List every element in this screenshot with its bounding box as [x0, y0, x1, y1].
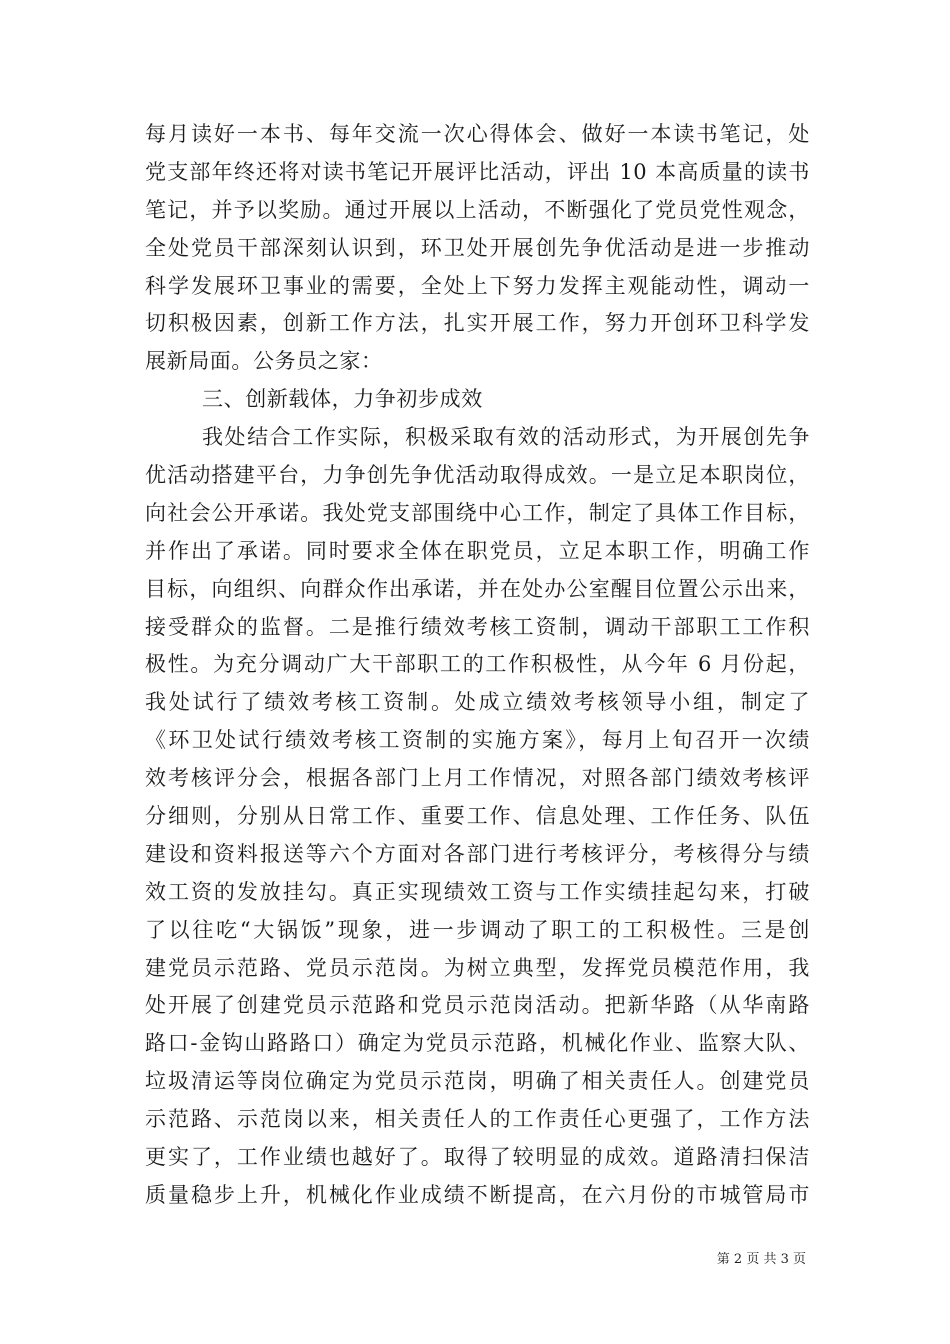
body-line: 我处结合工作实际，积极采取有效的活动形式，为开展创先争: [202, 425, 810, 450]
body-line: 示范路、示范岗以来，相关责任人的工作责任心更强了，工作方法: [145, 1107, 810, 1132]
body-line: 优活动搭建平台，力争创先争优活动取得成效。一是立足本职岗位，: [145, 463, 810, 488]
body-line: 《环卫处试行绩效考核工资制的实施方案》，每月上旬召开一次绩: [145, 728, 810, 753]
body-line: 目标，向组织、向群众作出承诺，并在处办公室醒目位置公示出来，: [145, 576, 810, 601]
body-line: 接受群众的监督。二是推行绩效考核工资制，调动干部职工工作积: [145, 614, 810, 639]
body-line: 效考核评分会，根据各部门上月工作情况，对照各部门绩效考核评: [145, 766, 810, 791]
body-line: 党支部年终还将对读书笔记开展评比活动，评出 10 本高质量的读书: [145, 159, 810, 184]
body-line: 垃圾清运等岗位确定为党员示范岗，明确了相关责任人。创建党员: [145, 1069, 810, 1094]
body-line: 建设和资料报送等六个方面对各部门进行考核评分，考核得分与绩: [145, 841, 810, 866]
body-line: 展新局面。公务员之家：: [145, 349, 383, 374]
document-body: [145, 116, 810, 1215]
body-line: 向社会公开承诺。我处党支部围绕中心工作，制定了具体工作目标，: [145, 500, 810, 525]
body-line: 笔记，并予以奖励。通过开展以上活动，不断强化了党员党性观念，: [145, 197, 810, 222]
body-line: 每月读好一本书、每年交流一次心得体会、做好一本读书笔记，处: [145, 122, 810, 146]
body-line: 分细则，分别从日常工作、重要工作、信息处理、工作任务、队伍: [145, 804, 810, 829]
body-line: 极性。为充分调动广大干部职工的工作积极性，从今年 6 月份起，: [145, 652, 810, 677]
body-line: 效工资的发放挂勾。真正实现绩效工资与工作实绩挂起勾来，打破: [145, 879, 810, 904]
body-line: 并作出了承诺。同时要求全体在职党员，立足本职工作，明确工作: [145, 538, 810, 563]
body-line: 路口-金钩山路路口）确定为党员示范路，机械化作业、监察大队、: [145, 1031, 810, 1056]
body-line: 更实了，工作业绩也越好了。取得了较明显的成效。道路清扫保洁: [145, 1145, 810, 1170]
body-line: 切积极因素，创新工作方法，扎实开展工作，努力开创环卫科学发: [145, 311, 810, 336]
body-line: 质量稳步上升，机械化作业成绩不断提高，在六月份的市城管局市: [145, 1182, 810, 1207]
body-line: 了以往吃“大锅饭”现象，进一步调动了职工的工积极性。三是创: [145, 917, 810, 942]
body-line: 科学发展环卫事业的需要，全处上下努力发挥主观能动性，调动一: [145, 273, 810, 298]
body-line: 我处试行了绩效考核工资制。处成立绩效考核领导小组，制定了: [145, 690, 810, 715]
body-line: 全处党员干部深刻认识到，环卫处开展创先争优活动是进一步推动: [145, 235, 810, 260]
page-number-footer: 第 2 页 共 3 页: [716, 1252, 806, 1267]
body-line: 处开展了创建党员示范路和党员示范岗活动。把新华路（从华南路: [145, 993, 810, 1018]
section-heading: 三、创新载体，力争初步成效: [202, 387, 483, 412]
body-line: 建党员示范路、党员示范岗。为树立典型，发挥党员模范作用，我: [145, 955, 810, 980]
